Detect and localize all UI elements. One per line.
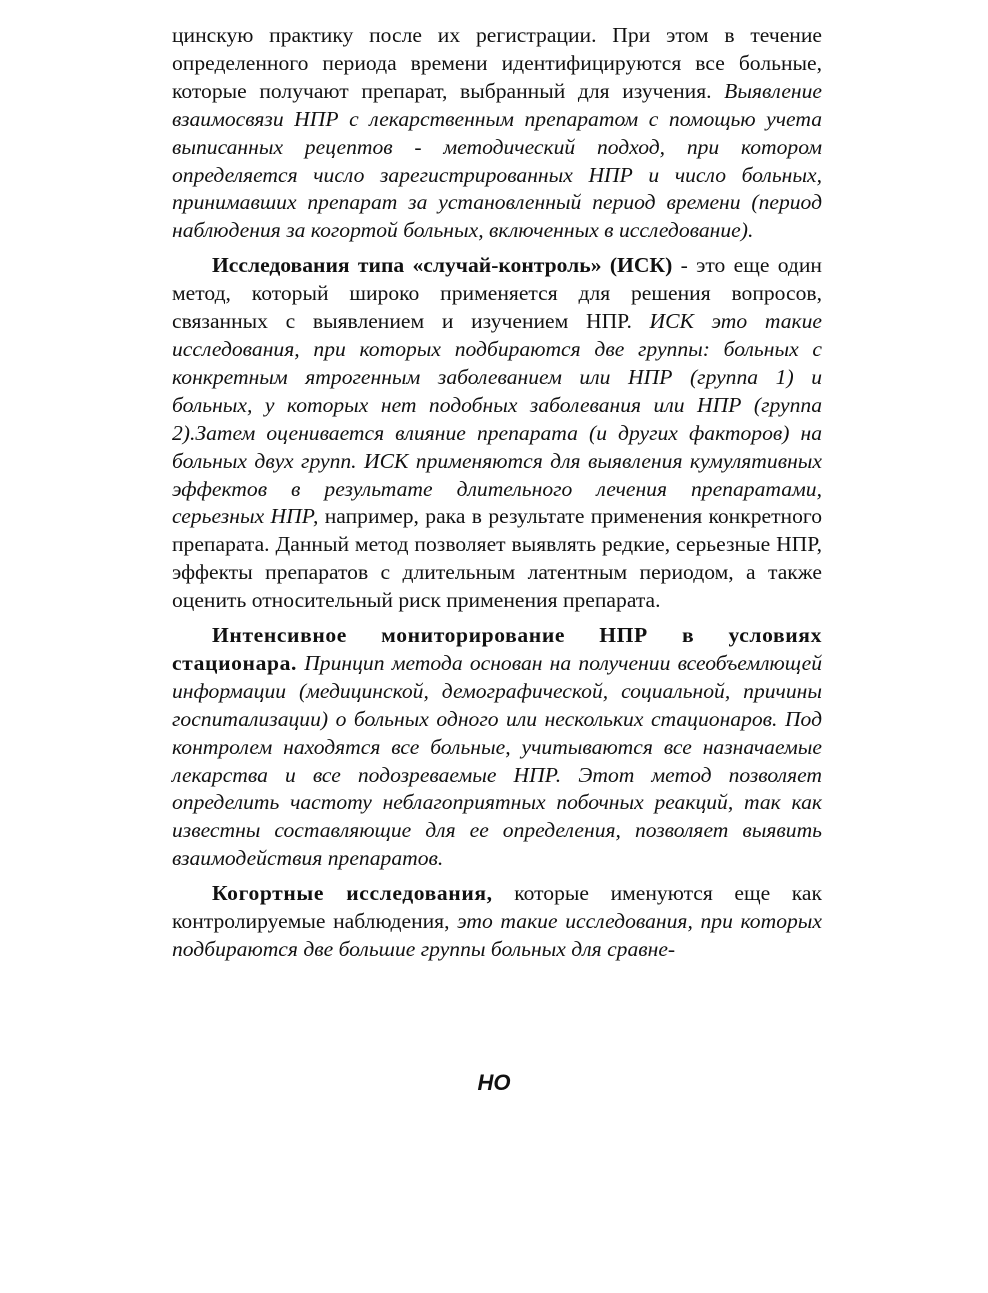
paragraph-case-control <box>172 252 822 615</box>
section-heading-case-control: Исследования типа «случай-контроль» (ИСК) <box>212 253 673 278</box>
page-number: НО <box>477 1070 511 1095</box>
paragraph-intensive-monitoring <box>172 622 822 873</box>
paragraph-italic-text: это такие исследования, при которых подбираются две большие группы больных для сравне- <box>172 909 822 961</box>
paragraph-text: цинскую практику после их регистрации. При этом в течение определенного периода времени идентифицируются все больные, которые получают препарат, выбранный для изучения. <box>172 23 822 103</box>
paragraph-text: например, рака в результате применения конкретного препарата. Данный метод позволяет выявлять редкие, серьезные НПР, эффекты препаратов с длительным латентным периодом, а также оценить относительный риск применения препарата. <box>172 504 822 613</box>
paragraph-text: - это еще один метод, который широко применяется для решения вопросов, связанных с выявлением и изучением НПР. <box>172 253 822 334</box>
paragraph-italic-text: Выявление взаимосвязи НПР с лекарственным препаратом с помощью учета выписанных рецептов - методический подход, при котором определяется число зарегистрированных НПР и число больных, принимавших препарат за установленный период времени (период наблюдения за когортой больных, включенных в исследование). <box>172 78 822 243</box>
paragraph-cohort-intro <box>172 22 822 245</box>
paragraph-italic-text: ИСК это такие исследования, при которых подбираются две группы: больных с конкретным ятрогенным заболеванием или НПР (группа 1) и больных, у которых нет подобных заболевания или НПР (группа 2).Затем оценивается влияние препарата (и других факторов) на больных двух групп. ИСК применяются для выявления кумулятивных эффектов в результате длительного лечения препаратами, серьезных НПР, <box>172 309 822 529</box>
section-heading-cohort-studies: Когортные исследования, <box>212 881 493 906</box>
paragraph-cohort-studies <box>172 880 822 964</box>
paragraph-italic-text: Принцип метода основан на получении всеобъемлющей информации (медицинской, демографической, социальной, причины госпитализации) о больных одного или нескольких стационаров. Под контролем находятся все больные, учитываются все назначаемые лекарства и все подозреваемые НПР. Этот метод позволяет определить частоту неблагоприятных побочных реакций, так как известны составляющие для ее определения, позволяет выявить взаимодействия препаратов. <box>172 650 822 871</box>
paragraph-text: которые именуются еще как контролируемые наблюдения, <box>172 881 822 934</box>
section-heading-intensive-monitoring: Интенсивное мониторирование НПР в условиях стационара. <box>172 623 822 675</box>
document-page <box>172 22 822 964</box>
